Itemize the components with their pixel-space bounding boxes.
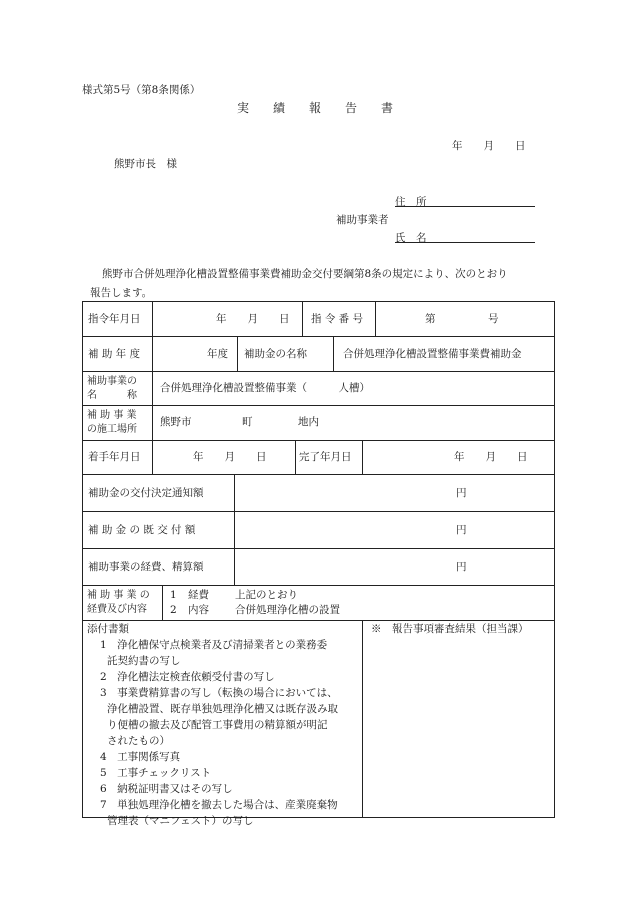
report-table (82, 301, 555, 827)
subsidy-name-value: 合併処理浄化槽設置整備事業費補助金 (343, 348, 522, 360)
attachment-line: 2 浄化槽法定検査依頼受付書の写し (100, 671, 275, 683)
project-cost-label: 補助事業の経費、精算額 (88, 561, 204, 573)
row5-divider (295, 440, 296, 475)
item1-label: 経費 (188, 589, 209, 601)
site-town[interactable]: 町 (242, 416, 253, 428)
row1-divider (375, 301, 376, 337)
body-text-line-1: 熊野市合併処理浄化槽設置整備事業費補助金交付要綱第8条の規定により、次のとおり (102, 268, 508, 280)
attachment-line: 4 工事関係写真 (100, 751, 181, 763)
row1-divider (302, 301, 303, 337)
applicant-role: 補助事業者 (336, 214, 389, 226)
report-date: 年 月 日 (452, 140, 526, 152)
addressee: 熊野市長 様 (114, 158, 177, 170)
attachment-line: 3 事業費精算書の写し（転換の場合においては、 (100, 687, 338, 699)
subsidy-name-label: 補助金の名称 (244, 348, 307, 360)
already-granted-unit[interactable]: 円 (456, 524, 467, 536)
table-border-right (554, 301, 555, 818)
attachment-line: 管理表（マニフェスト）の写し (107, 815, 254, 827)
address-field[interactable] (395, 206, 535, 207)
project-content-label-1: 補 助 事 業 の (87, 590, 150, 601)
review-result-label: ※ 報告事項審査結果（担当課） (371, 623, 529, 635)
amount-column-divider (234, 474, 235, 586)
row5-divider (362, 440, 363, 475)
body-text-line-2: 報告します。 (90, 287, 153, 299)
site-city: 熊野市 (160, 416, 192, 428)
grant-decision-amount-unit[interactable]: 円 (456, 487, 467, 499)
construction-site-label-2: の施工場所 (87, 424, 137, 435)
order-number-label: 指 令 番 号 (311, 313, 364, 325)
item1-value: 上記のとおり (235, 589, 298, 601)
attachment-line: されたもの） (107, 735, 170, 747)
issue-date-label: 指令年月日 (88, 313, 141, 325)
subsidy-year-label: 補 助 年 度 (88, 348, 141, 360)
attachment-line: 浄化槽設置、既存単独処理浄化槽又は既存汲み取 (107, 703, 338, 715)
completion-date-label: 完了年月日 (299, 451, 352, 463)
row2-divider (333, 336, 334, 372)
attachment-line: 1 浄化槽保守点検業者及び清掃業者との業務委 (100, 639, 328, 651)
completion-date-value[interactable]: 年 月 日 (454, 451, 528, 463)
site-area[interactable]: 地内 (298, 416, 319, 428)
item2-value: 合併処理浄化槽の設置 (235, 604, 340, 616)
start-date-value[interactable]: 年 月 日 (193, 451, 267, 463)
table-divider (82, 620, 555, 621)
order-number-value[interactable]: 第 号 (425, 313, 499, 325)
attachment-line: 6 納税証明書又はその写し (100, 783, 233, 795)
item1-number: 1 (170, 589, 177, 601)
start-date-label: 着手年月日 (88, 451, 141, 463)
attachment-line: 託契約書の写し (107, 655, 181, 667)
construction-site-label-1: 補 助 事 業 (87, 410, 137, 421)
grant-decision-amount-label: 補助金の交付決定通知額 (88, 487, 204, 499)
document-title: 実 績 報 告 書 (236, 101, 393, 115)
project-name-label-1: 補助事業の (87, 376, 137, 387)
table-border-left (82, 301, 83, 818)
project-content-label-2: 経費及び内容 (87, 604, 147, 615)
attachments-heading: 添付書類 (87, 623, 129, 635)
project-name-value[interactable]: 合併処理浄化槽設置整備事業（ 人槽） (160, 382, 370, 394)
already-granted-label: 補 助 金 の 既 交 付 額 (88, 524, 196, 536)
attachments-divider (362, 620, 363, 818)
name-field[interactable] (395, 242, 535, 243)
project-name-label-2: 名 称 (87, 390, 137, 401)
issue-date-value[interactable]: 年 月 日 (216, 313, 290, 325)
item2-label: 内容 (188, 604, 209, 616)
form-number: 様式第5号（第8条関係） (82, 84, 201, 96)
table-divider (82, 585, 555, 586)
label-column-divider (152, 301, 153, 475)
attachment-line: 7 単独処理浄化槽を撤去した場合は、産業廃棄物 (100, 799, 338, 811)
subsidy-year-value[interactable]: 年度 (207, 348, 228, 360)
item2-number: 2 (170, 604, 177, 616)
table-divider (82, 511, 555, 512)
project-cost-unit[interactable]: 円 (456, 561, 467, 573)
row9-divider (162, 585, 163, 621)
attachment-line: 5 工事チェックリスト (100, 767, 212, 779)
row2-divider (237, 336, 238, 372)
address-label: 住 所 (395, 196, 427, 208)
attachment-line: り便槽の撤去及び配管工事費用の精算額が明記 (107, 719, 328, 731)
name-label: 氏 名 (395, 232, 427, 244)
table-divider (82, 548, 555, 549)
